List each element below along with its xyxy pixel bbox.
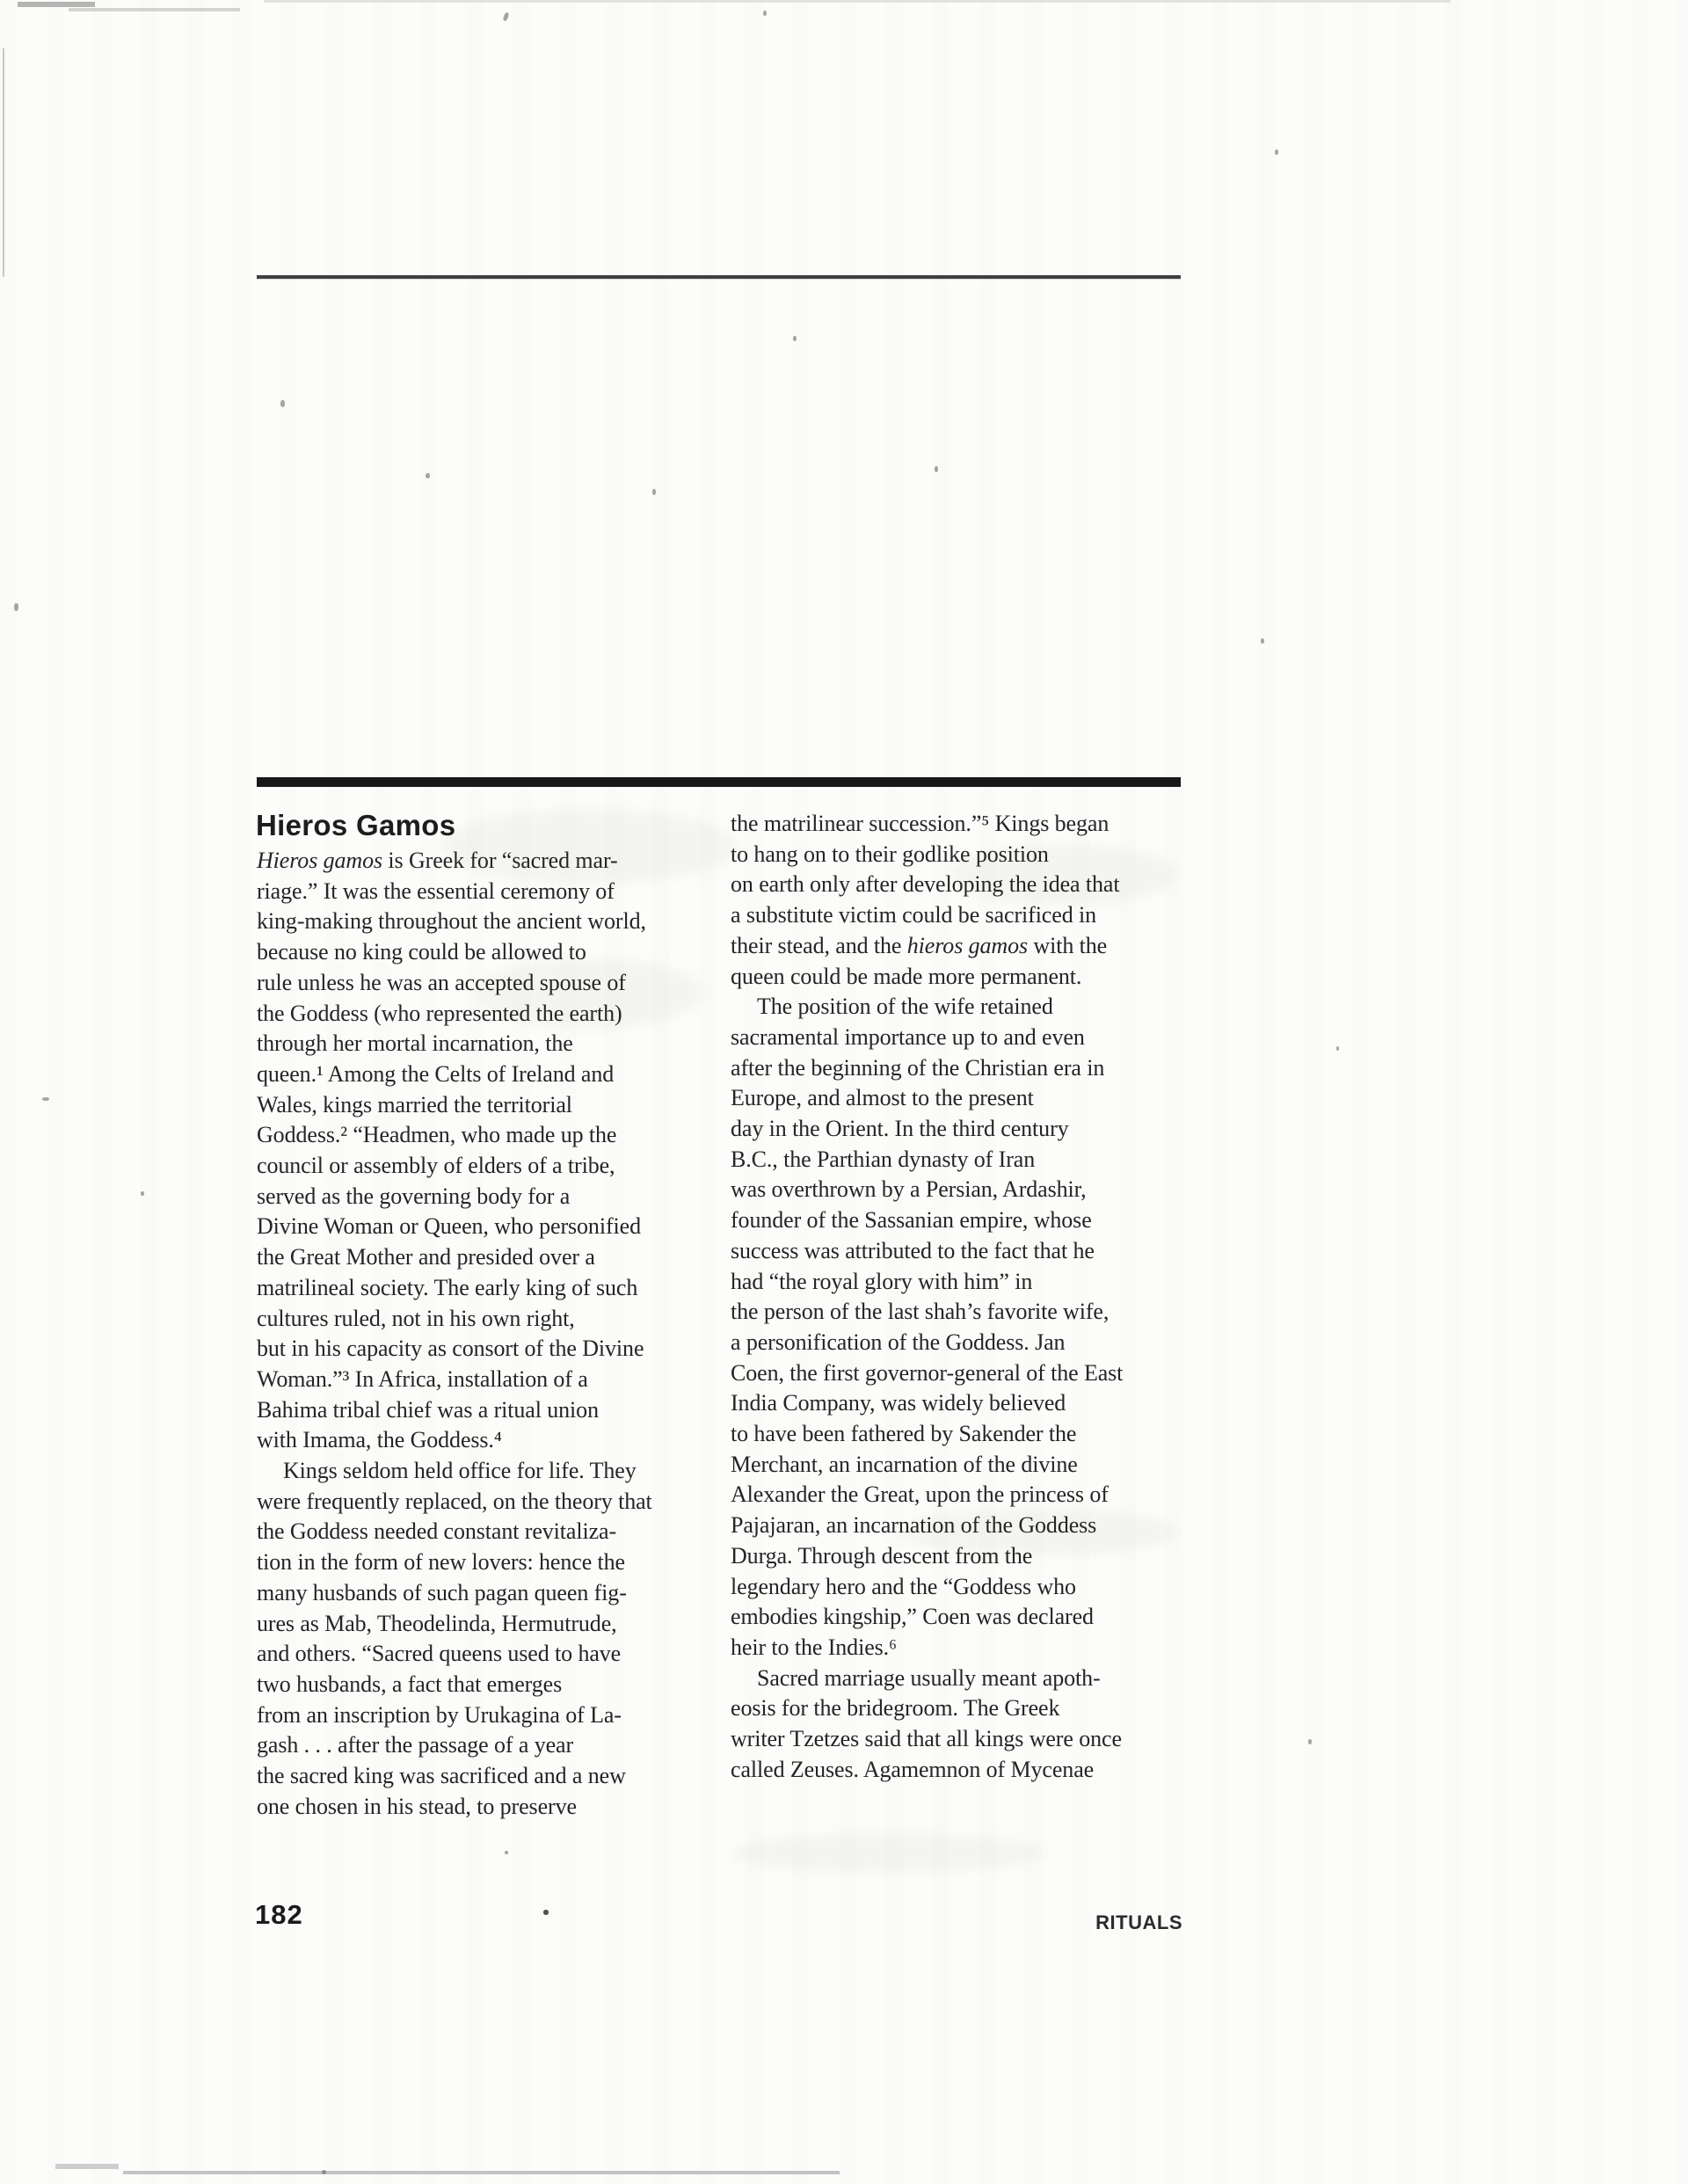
text-line: a personification of the Goddess. Jan xyxy=(731,1329,1066,1355)
text-line: through her mortal incarnation, the xyxy=(257,1030,573,1057)
text-line: Sacred marriage usually meant apoth- xyxy=(757,1664,1101,1691)
text-line: founder of the Sassanian empire, whose xyxy=(731,1207,1092,1234)
text-line: Wales, kings married the territorial xyxy=(257,1091,572,1117)
scan-speck xyxy=(935,466,938,472)
text-line: had “the royal glory with him” in xyxy=(731,1268,1033,1294)
left-column xyxy=(257,846,707,1823)
text-line: was overthrown by a Persian, Ardashir, xyxy=(731,1176,1087,1203)
text-line: many husbands of such pagan queen fig- xyxy=(257,1579,627,1605)
right-column xyxy=(731,809,1190,1786)
text-line: Alexander the Great, upon the princess of xyxy=(731,1481,1109,1508)
text-line: Pajajaran, an incarnation of the Goddess xyxy=(731,1512,1097,1539)
text-line: Durga. Through descent from the xyxy=(731,1542,1033,1569)
top-rule xyxy=(257,275,1181,279)
scan-edge-artifact xyxy=(264,0,1451,3)
text-line: the person of the last shah’s favorite wife, xyxy=(731,1299,1110,1325)
scan-speck xyxy=(322,2170,326,2174)
scan-speck xyxy=(141,1191,144,1196)
scan-speck xyxy=(505,1851,508,1854)
text-line: the Goddess needed constant revitaliza- xyxy=(257,1518,617,1545)
text-line: ures as Mab, Theodelinda, Hermutrude, xyxy=(257,1610,617,1636)
text-line: sacramental importance up to and even xyxy=(731,1023,1085,1050)
page-bottom-shadow xyxy=(55,2164,119,2169)
text-line: eosis for the bridegroom. The Greek xyxy=(731,1695,1060,1722)
scan-speck xyxy=(280,400,285,407)
text-line: matrilineal society. The early king of such xyxy=(257,1274,638,1300)
text-line: success was attributed to the fact that he xyxy=(731,1237,1095,1263)
scan-speck xyxy=(652,489,656,495)
text-line: council or assembly of elders of a tribe, xyxy=(257,1153,615,1179)
text-line: Hieros gamos is Greek for “sacred mar- xyxy=(257,848,618,873)
text-line: India Company, was widely believed xyxy=(731,1390,1066,1416)
text-line: and others. “Sacred queens used to have xyxy=(257,1641,622,1667)
text-line: riage.” It was the essential ceremony of xyxy=(257,877,615,904)
text-line: from an inscription by Urukagina of La- xyxy=(257,1701,622,1728)
text-line: Bahima tribal chief was a ritual union xyxy=(257,1396,599,1423)
text-line: served as the governing body for a xyxy=(257,1183,571,1209)
scan-speck xyxy=(42,1097,49,1101)
text-line: gash . . . after the passage of a year xyxy=(257,1732,574,1758)
text-line: legendary hero and the “Goddess who xyxy=(731,1573,1076,1599)
text-line: Goddess.² “Headmen, who made up the xyxy=(257,1122,617,1148)
scan-edge-artifact xyxy=(18,2,95,7)
scan-speck xyxy=(1275,149,1278,155)
text-line: queen could be made more permanent. xyxy=(731,963,1082,989)
ink-showthrough xyxy=(730,1833,1046,1873)
text-line: Woman.”³ In Africa, installation of a xyxy=(257,1365,588,1392)
text-line: Divine Woman or Queen, who personified xyxy=(257,1213,641,1240)
text-line: two husbands, a fact that emerges xyxy=(257,1671,563,1697)
text-line: Coen, the first governor-general of the East xyxy=(731,1359,1124,1386)
text-line: B.C., the Parthian dynasty of Iran xyxy=(731,1146,1036,1172)
text-line: their stead, and the hieros gamos with the xyxy=(731,932,1108,958)
scan-speck xyxy=(426,473,430,478)
scan-speck xyxy=(502,11,509,21)
text-line: heir to the Indies.⁶ xyxy=(731,1634,898,1660)
section-rule xyxy=(257,777,1181,787)
scan-speck xyxy=(763,11,767,16)
scan-speck xyxy=(1261,638,1264,644)
text-line: The position of the wife retained xyxy=(757,994,1053,1020)
text-line: tion in the form of new lovers: hence the xyxy=(257,1549,625,1576)
scan-edge-artifact xyxy=(3,48,4,277)
text-line: one chosen in his stead, to preserve xyxy=(257,1793,577,1819)
text-line: called Zeuses. Agamemnon of Mycenae xyxy=(731,1756,1095,1782)
text-line: because no king could be allowed to xyxy=(257,939,586,965)
text-line: a substitute victim could be sacrificed in xyxy=(731,902,1097,928)
text-line: embodies kingship,” Coen was declared xyxy=(731,1604,1094,1630)
text-line: writer Tzetzes said that all kings were once xyxy=(731,1726,1122,1752)
running-header: RITUALS xyxy=(1095,1911,1182,1933)
text-line: on earth only after developing the idea that xyxy=(731,871,1120,898)
scan-speck xyxy=(1336,1046,1339,1051)
text-line: king-making throughout the ancient world, xyxy=(257,908,646,935)
page-number: 182 xyxy=(255,1899,303,1930)
page-bottom-shadow xyxy=(123,2171,840,2174)
text-line: the sacred king was sacrificed and a new xyxy=(257,1763,626,1789)
scan-speck xyxy=(14,603,18,611)
scan-speck xyxy=(1308,1739,1312,1744)
text-line: to have been fathered by Sakender the xyxy=(731,1421,1077,1447)
text-line: day in the Orient. In the third century xyxy=(731,1116,1069,1142)
scan-edge-artifact xyxy=(69,8,240,11)
text-line: the matrilinear succession.”⁵ Kings began xyxy=(731,811,1110,836)
text-line: Europe, and almost to the present xyxy=(731,1085,1034,1111)
scan-speck xyxy=(793,336,797,341)
text-line: after the beginning of the Christian era in xyxy=(731,1054,1105,1081)
text-line: queen.¹ Among the Celts of Ireland and xyxy=(257,1060,615,1087)
text-line: were frequently replaced, on the theory that xyxy=(257,1488,652,1514)
text-line: the Great Mother and presided over a xyxy=(257,1244,595,1270)
section-heading: Hieros Gamos xyxy=(256,809,456,841)
text-line: the Goddess (who represented the earth) xyxy=(257,1000,622,1026)
text-line: rule unless he was an accepted spouse of xyxy=(257,969,626,995)
text-line: cultures ruled, not in his own right, xyxy=(257,1305,575,1331)
text-line: but in his capacity as consort of the Divine xyxy=(257,1336,644,1362)
text-line: Merchant, an incarnation of the divine xyxy=(731,1451,1078,1477)
text-line: Kings seldom held office for life. They xyxy=(283,1458,637,1484)
text-line: with Imama, the Goddess.⁴ xyxy=(257,1427,502,1453)
scan-speck xyxy=(543,1910,549,1915)
text-line: to hang on to their godlike position xyxy=(731,841,1049,867)
